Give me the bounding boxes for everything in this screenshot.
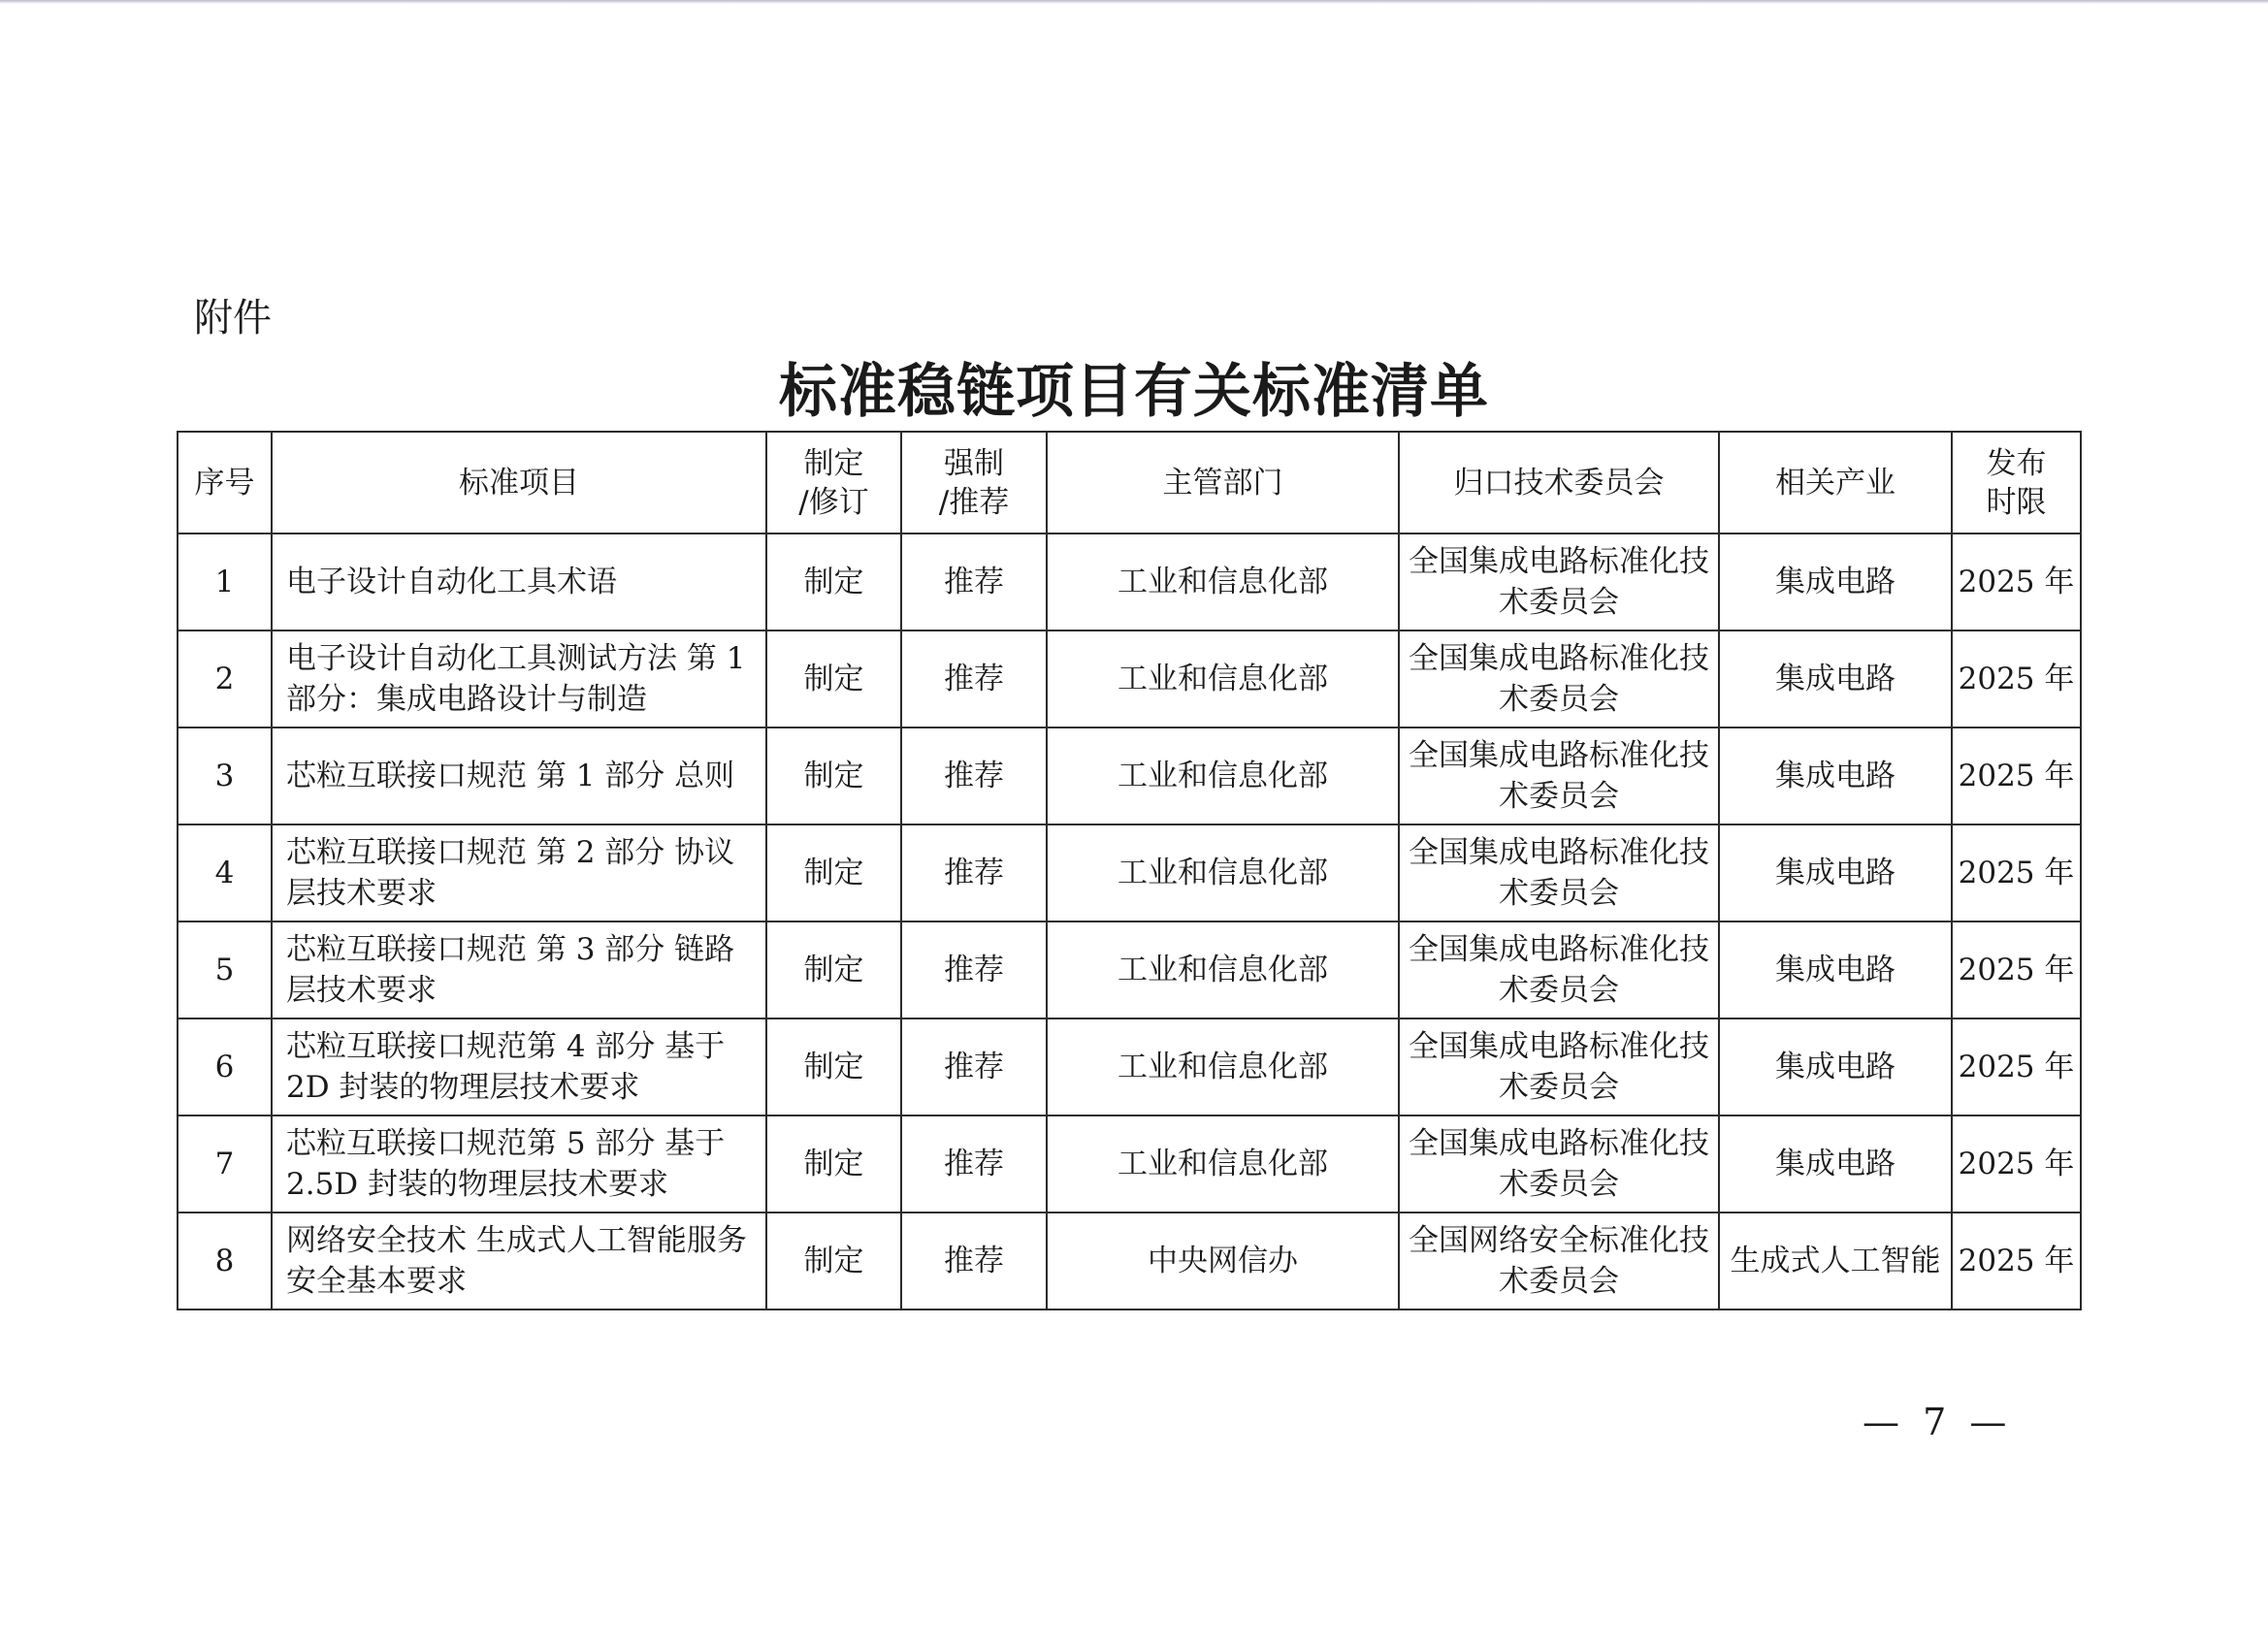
header-committee-label: 归口技术委员会 <box>1453 465 1665 501</box>
cell-industry: 集成电路 <box>1719 824 1952 922</box>
page-title: 标准稳链项目有关标准清单 <box>779 358 1489 426</box>
cell-deadline: 2025 年 <box>1952 728 2081 824</box>
header-nature <box>901 432 1047 534</box>
cell-deadline: 2025 年 <box>1952 534 2081 630</box>
table-row <box>178 630 2081 728</box>
cell-type: 制定 <box>766 534 901 630</box>
cell-type: 制定 <box>766 1116 901 1212</box>
cell-dept: 中央网信办 <box>1047 1212 1399 1310</box>
cell-no: 4 <box>178 824 272 922</box>
cell-industry: 集成电路 <box>1719 630 1952 728</box>
header-industry-label: 相关产业 <box>1775 465 1895 501</box>
cell-item: 网络安全技术 生成式人工智能服务安全基本要求 <box>272 1212 766 1310</box>
cell-committee: 全国集成电路标准化技术委员会 <box>1399 630 1719 728</box>
cell-type: 制定 <box>766 728 901 824</box>
cell-type: 制定 <box>766 824 901 922</box>
cell-item: 电子设计自动化工具测试方法 第 1 部分：集成电路设计与制造 <box>272 630 766 728</box>
cell-deadline: 2025 年 <box>1952 824 2081 922</box>
page-number: — 7 — <box>1863 1401 2013 1443</box>
cell-deadline: 2025 年 <box>1952 1116 2081 1212</box>
cell-dept: 工业和信息化部 <box>1047 630 1399 728</box>
attachment-label: 附件 <box>194 296 272 340</box>
cell-no: 2 <box>178 630 272 728</box>
header-nature-line1: 强制 <box>944 445 1004 481</box>
standards-table <box>177 431 2082 1310</box>
table-row <box>178 824 2081 922</box>
cell-industry: 生成式人工智能 <box>1719 1212 1952 1310</box>
cell-type: 制定 <box>766 1212 901 1310</box>
table-row <box>178 1116 2081 1212</box>
table-row <box>178 1212 2081 1310</box>
cell-item: 芯粒互联接口规范 第 2 部分 协议层技术要求 <box>272 824 766 922</box>
cell-no: 5 <box>178 922 272 1018</box>
cell-committee: 全国集成电路标准化技术委员会 <box>1399 728 1719 824</box>
cell-industry: 集成电路 <box>1719 922 1952 1018</box>
header-item-label: 标准项目 <box>459 465 579 501</box>
cell-nature: 推荐 <box>901 1116 1047 1212</box>
cell-no: 3 <box>178 728 272 824</box>
table-header <box>178 432 2081 534</box>
cell-committee: 全国集成电路标准化技术委员会 <box>1399 922 1719 1018</box>
cell-no: 1 <box>178 534 272 630</box>
cell-type: 制定 <box>766 922 901 1018</box>
header-no <box>178 432 272 534</box>
header-deadline <box>1952 432 2081 534</box>
cell-dept: 工业和信息化部 <box>1047 824 1399 922</box>
cell-deadline: 2025 年 <box>1952 922 2081 1018</box>
cell-nature: 推荐 <box>901 728 1047 824</box>
table-row <box>178 922 2081 1018</box>
cell-committee: 全国网络安全标准化技术委员会 <box>1399 1212 1719 1310</box>
cell-committee: 全国集成电路标准化技术委员会 <box>1399 1018 1719 1116</box>
cell-no: 8 <box>178 1212 272 1310</box>
cell-committee: 全国集成电路标准化技术委员会 <box>1399 1116 1719 1212</box>
cell-committee: 全国集成电路标准化技术委员会 <box>1399 534 1719 630</box>
cell-no: 6 <box>178 1018 272 1116</box>
cell-nature: 推荐 <box>901 922 1047 1018</box>
header-industry <box>1719 432 1952 534</box>
table-row <box>178 728 2081 824</box>
table-row <box>178 1018 2081 1116</box>
cell-nature: 推荐 <box>901 1018 1047 1116</box>
header-type-line1: 制定 <box>803 445 864 481</box>
cell-item: 芯粒互联接口规范 第 1 部分 总则 <box>272 728 766 824</box>
cell-dept: 工业和信息化部 <box>1047 728 1399 824</box>
cell-type: 制定 <box>766 630 901 728</box>
cell-industry: 集成电路 <box>1719 534 1952 630</box>
cell-dept: 工业和信息化部 <box>1047 1116 1399 1212</box>
cell-deadline: 2025 年 <box>1952 630 2081 728</box>
cell-type: 制定 <box>766 1018 901 1116</box>
scan-edge <box>0 0 2268 4</box>
header-row <box>178 432 2081 534</box>
cell-deadline: 2025 年 <box>1952 1212 2081 1310</box>
cell-deadline: 2025 年 <box>1952 1018 2081 1116</box>
header-deadline-line1: 发布 <box>1986 445 2047 481</box>
header-type-line2: /修订 <box>798 484 869 520</box>
cell-nature: 推荐 <box>901 1212 1047 1310</box>
table-body <box>178 534 2081 1310</box>
cell-item: 芯粒互联接口规范 第 3 部分 链路层技术要求 <box>272 922 766 1018</box>
cell-nature: 推荐 <box>901 824 1047 922</box>
header-dept <box>1047 432 1399 534</box>
cell-industry: 集成电路 <box>1719 1018 1952 1116</box>
header-item <box>272 432 766 534</box>
cell-committee: 全国集成电路标准化技术委员会 <box>1399 824 1719 922</box>
cell-industry: 集成电路 <box>1719 1116 1952 1212</box>
cell-item: 芯粒互联接口规范第 4 部分 基于 2D 封装的物理层技术要求 <box>272 1018 766 1116</box>
cell-dept: 工业和信息化部 <box>1047 534 1399 630</box>
cell-dept: 工业和信息化部 <box>1047 922 1399 1018</box>
header-no-label: 序号 <box>194 465 255 501</box>
header-type <box>766 432 901 534</box>
header-nature-line2: /推荐 <box>938 484 1010 520</box>
cell-nature: 推荐 <box>901 630 1047 728</box>
header-deadline-line2: 时限 <box>1986 484 2047 520</box>
cell-dept: 工业和信息化部 <box>1047 1018 1399 1116</box>
cell-nature: 推荐 <box>901 534 1047 630</box>
cell-industry: 集成电路 <box>1719 728 1952 824</box>
cell-no: 7 <box>178 1116 272 1212</box>
cell-item: 芯粒互联接口规范第 5 部分 基于 2.5D 封装的物理层技术要求 <box>272 1116 766 1212</box>
header-dept-label: 主管部门 <box>1162 465 1283 501</box>
cell-item: 电子设计自动化工具术语 <box>272 534 766 630</box>
table-row <box>178 534 2081 630</box>
header-committee <box>1399 432 1719 534</box>
